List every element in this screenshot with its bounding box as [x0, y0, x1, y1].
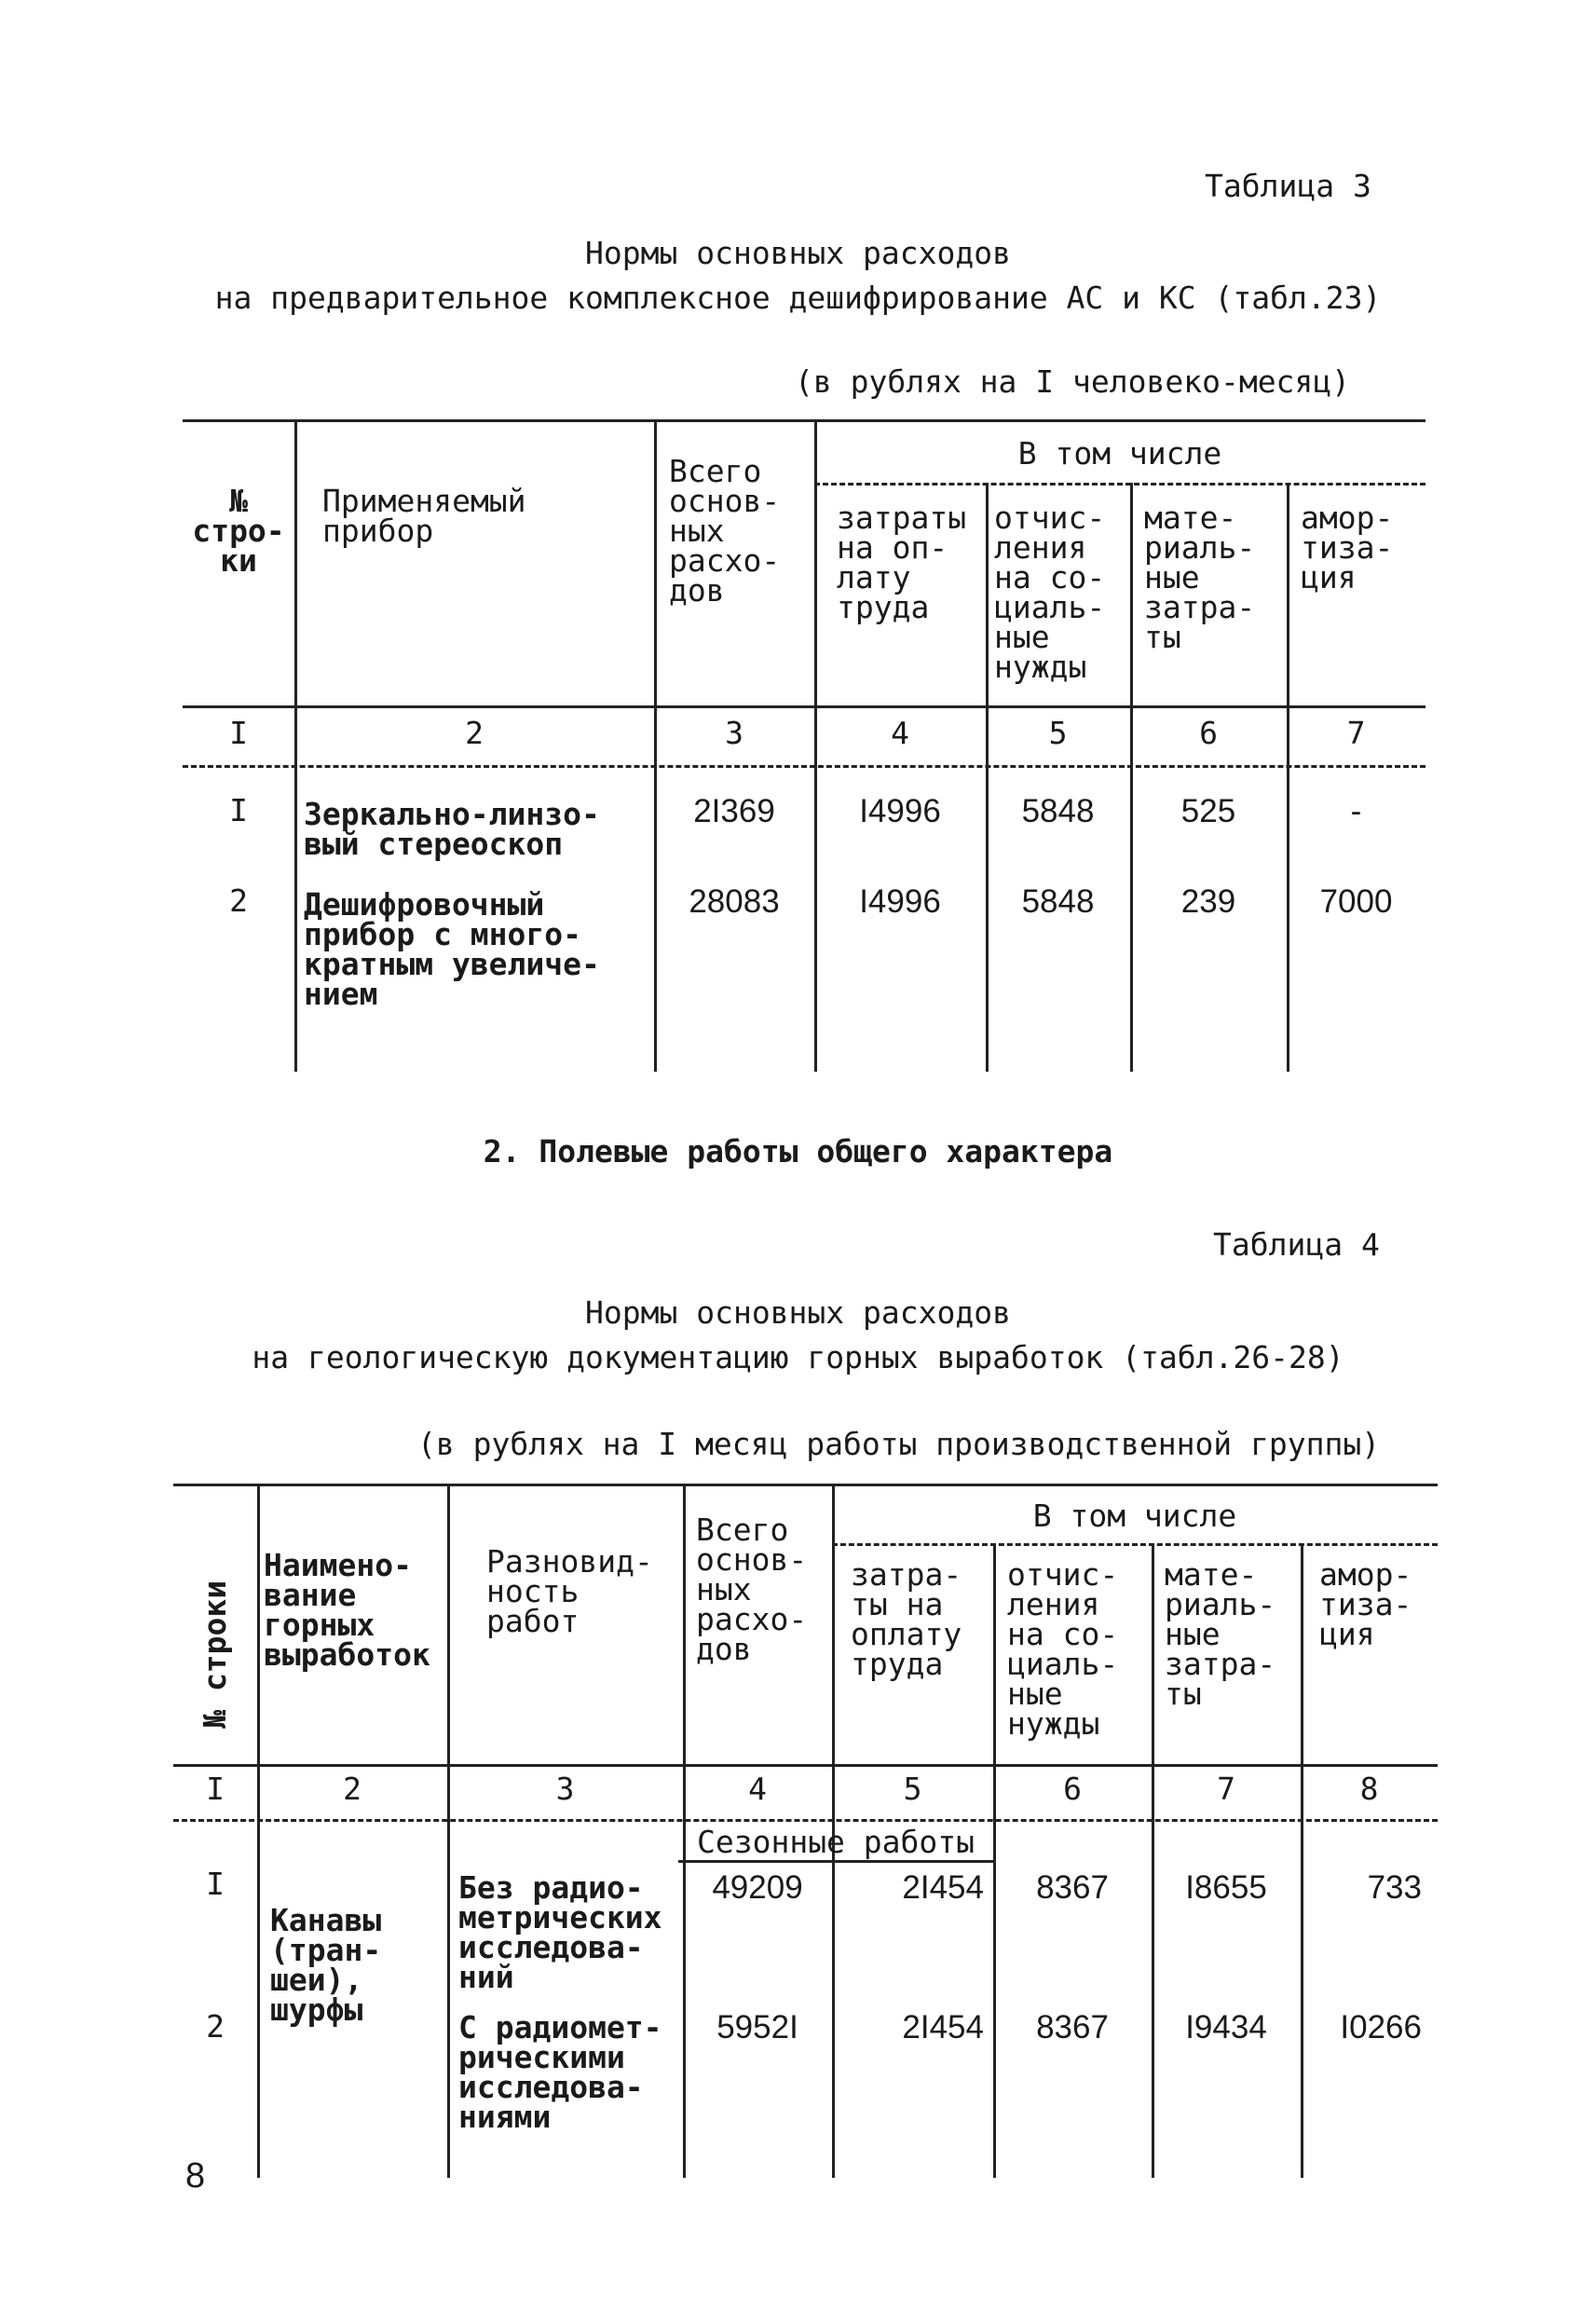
table4-title-line1: Нормы основных расходов	[585, 1294, 1011, 1331]
t4-group-name: Канавы (тран- шеи), шурфы	[270, 1902, 382, 2028]
t3-row-total: 28083	[689, 883, 780, 920]
t3-colnum-6: 6	[1199, 715, 1218, 751]
t3-row-number: 2	[229, 882, 248, 919]
table3-title-line1: Нормы основных расходов	[585, 235, 1011, 271]
t3-header-group: В том числе	[1017, 435, 1222, 472]
t3-row-social: 5848	[1021, 793, 1095, 829]
t4-row-wages: 2I454	[902, 1869, 984, 1906]
t4-row-amortization: 733	[1367, 1869, 1422, 1906]
t3-row-amortization: -	[1350, 793, 1362, 829]
t4-header-row-number-text: № строки	[196, 1580, 233, 1729]
page-number: 8	[185, 2156, 206, 2196]
t4-header-social: отчис- ления на со- циаль- ные нужды	[1007, 1556, 1119, 1742]
t4-row-social: 8367	[1036, 1869, 1109, 1906]
t4-header-wages: затра- ты на оплату труда	[851, 1556, 962, 1682]
t3-row-social: 5848	[1021, 883, 1095, 920]
t4-colnum-4: 4	[748, 1771, 767, 1807]
t4-row-social: 8367	[1036, 2009, 1109, 2045]
t3-row-amortization: 7000	[1319, 883, 1393, 920]
table3-units: (в рублях на I человеко-месяц)	[795, 363, 1351, 400]
t4-row-materials: I8655	[1185, 1869, 1267, 1906]
table4-units: (в рублях на I месяц работы производственной группы)	[417, 1426, 1381, 1462]
t4-row-total: 49209	[712, 1869, 803, 1906]
t3-row-device: Зеркально-линзо- вый стереоскоп	[304, 796, 600, 862]
t3-row-wages: I4996	[859, 793, 941, 829]
section-title: 2. Полевые работы общего характера	[483, 1133, 1113, 1170]
t4-colnum-5: 5	[903, 1771, 922, 1807]
t3-header-row-number: № стро- ки	[192, 483, 285, 579]
t4-row-number: I	[206, 1866, 225, 1902]
t4-header-amortization: амор- тиза- ция	[1319, 1556, 1412, 1652]
table3-title-line2: на предварительное комплексное дешифрирование АС и КС (табл.23)	[214, 280, 1382, 316]
table4-title-line2: на геологическую документацию горных выработок (табл.26-28)	[252, 1339, 1344, 1375]
t4-colnum-8: 8	[1359, 1771, 1379, 1807]
t3-row-wages: I4996	[859, 883, 941, 920]
t3-header-amortization: амор- тиза- ция	[1301, 499, 1394, 595]
t3-header-social: отчис- ления на со- циаль- ные нужды	[994, 499, 1106, 685]
t4-colnum-1: I	[206, 1771, 225, 1807]
t4-colnum-2: 2	[343, 1771, 361, 1807]
t4-row-kind: Без радио- метрических исследова- ний	[458, 1869, 662, 1995]
t3-header-device: Применяемый прибор	[322, 483, 526, 549]
t4-header-kind: Разновид- ность работ	[486, 1543, 653, 1639]
t4-row-amortization: I0266	[1340, 2009, 1422, 2045]
t4-subheading: Сезонные работы	[696, 1824, 975, 1860]
t4-row-wages: 2I454	[902, 2009, 984, 2045]
t3-row-number: I	[229, 792, 248, 828]
t4-header-materials: мате- риаль- ные затра- ты	[1165, 1556, 1276, 1712]
t3-header-materials: мате- риаль- ные затра- ты	[1144, 499, 1256, 655]
t3-row-device: Дешифровочный прибор с много- кратным увеличе- нием	[304, 886, 600, 1012]
t4-colnum-6: 6	[1063, 1771, 1082, 1807]
t4-header-row-number	[173, 1566, 257, 1743]
t4-colnum-3: 3	[555, 1771, 575, 1807]
table3-label: Таблица 3	[1205, 168, 1371, 204]
t3-colnum-5: 5	[1048, 715, 1068, 751]
t3-row-total: 2I369	[693, 793, 775, 829]
table4-label: Таблица 4	[1213, 1226, 1380, 1263]
t4-row-materials: I9434	[1185, 2009, 1267, 2045]
t3-row-materials: 525	[1180, 793, 1236, 829]
t3-colnum-1: I	[229, 715, 248, 751]
t4-header-group: В том числе	[1032, 1498, 1237, 1534]
t3-header-wages: затраты на оп- лату труда	[837, 499, 967, 625]
t3-colnum-4: 4	[891, 715, 909, 751]
t3-colnum-3: 3	[725, 715, 743, 751]
t3-colnum-2: 2	[465, 715, 484, 751]
t4-row-total: 5952I	[716, 2009, 798, 2045]
t3-colnum-7: 7	[1346, 715, 1366, 751]
t4-header-total: Всего основ- ных расхо- дов	[696, 1512, 808, 1667]
t3-header-total: Всего основ- ных расхо- дов	[669, 453, 781, 609]
t4-colnum-7: 7	[1217, 1771, 1235, 1807]
t3-row-materials: 239	[1180, 883, 1236, 920]
t4-header-name: Наимено- вание горных выработок	[264, 1547, 430, 1673]
t4-row-kind: С радиомет- рическими исследова- ниями	[458, 2009, 662, 2135]
t4-row-number: 2	[206, 2008, 225, 2045]
